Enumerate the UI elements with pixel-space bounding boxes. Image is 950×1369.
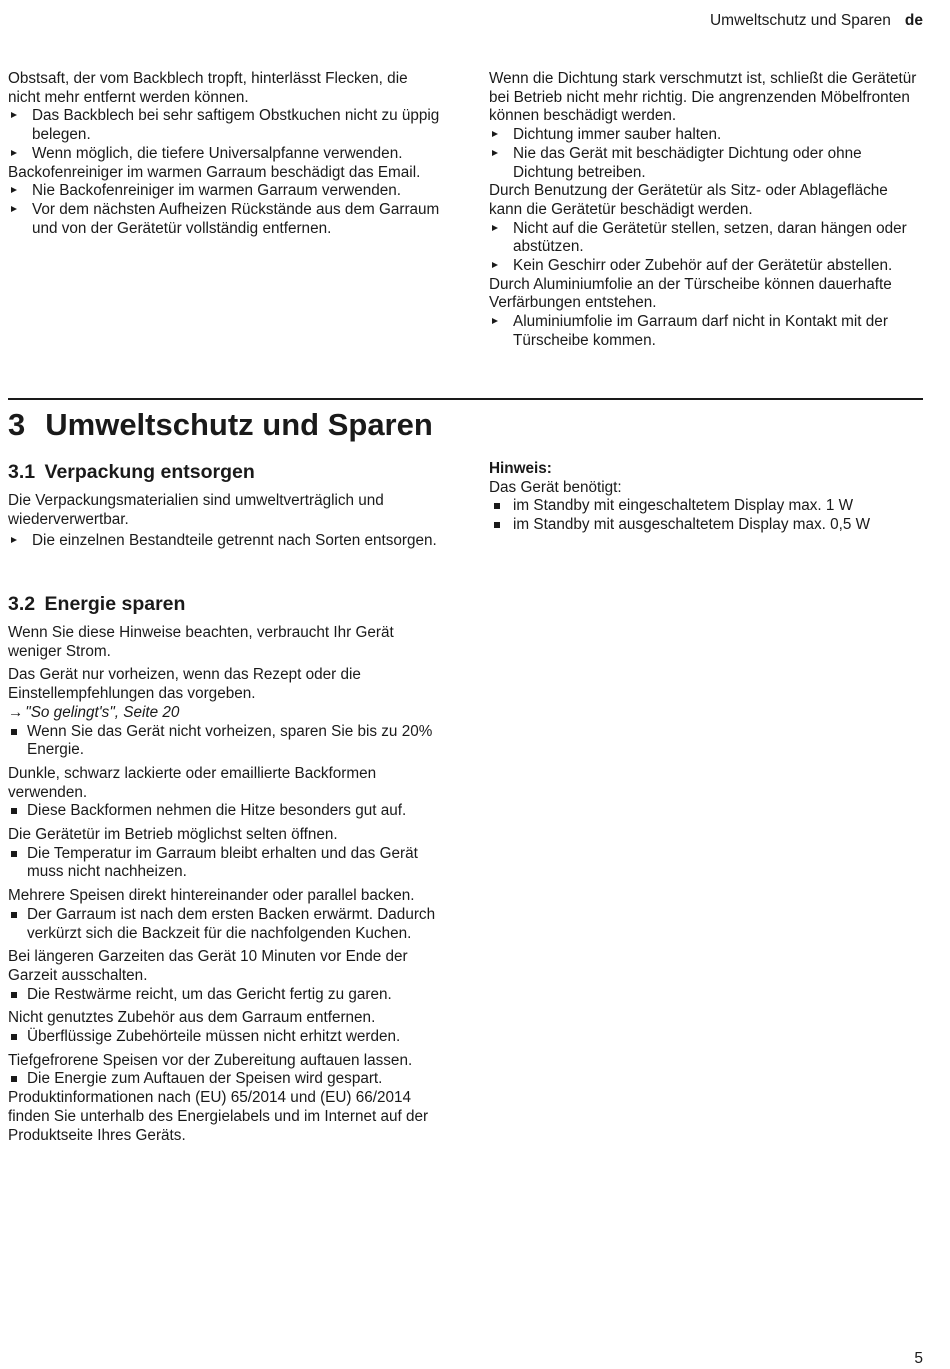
section-number: 3.1 <box>8 461 36 483</box>
instruction-item: Wenn möglich, die tiefere Universalpfanne verwenden. <box>8 145 444 164</box>
running-header-title: Umweltschutz und Sparen <box>709 12 891 29</box>
instruction-item: Nie Backofenreiniger im warmen Garraum verwenden. <box>8 182 444 201</box>
paragraph: Durch Benutzung der Gerätetür als Sitz- oder Ablagefläche kann die Gerätetür beschädigt werden. <box>489 182 888 218</box>
result-item: Die Temperatur im Garraum bleibt erhalten und das Gerät muss nicht nachheizen. <box>8 845 444 882</box>
section-verpackung <box>8 460 444 551</box>
paragraph: Durch Aluminiumfolie an der Türscheibe können dauerhafte Verfärbungen entstehen. <box>489 275 892 312</box>
result-item: Die Energie zum Auftauen der Speisen wird gespart. <box>8 1070 444 1089</box>
instruction-item: Vor dem nächsten Aufheizen Rückstände aus dem Garraum und von der Gerätetür vollständig entfernen. <box>8 201 444 238</box>
section-heading-3-2 <box>8 592 444 616</box>
instruction-item: Nie das Gerät mit beschädigter Dichtung oder ohne Dichtung betreiben. <box>489 145 925 182</box>
paragraph: Produktinformationen nach (EU) 65/2014 und (EU) 66/2014 finden Sie unterhalb des Energielabels und im Internet auf der Produktseite Ihres Geräts. <box>8 1089 429 1144</box>
paragraph: Nicht genutztes Zubehör aus dem Garraum entfernen. <box>8 1009 376 1027</box>
result-item: Der Garraum ist nach dem ersten Backen erwärmt. Dadurch verkürzt sich die Backzeit für die nachfolgenden Kuchen. <box>8 906 444 943</box>
section-body <box>8 624 444 1145</box>
paragraph: Die Verpackungsmaterialien sind umweltverträglich und wiederverwertbar. <box>8 492 384 528</box>
instruction-item: Die einzelnen Bestandteile getrennt nach Sorten entsorgen. <box>8 532 444 551</box>
instruction-item: Aluminiumfolie im Garraum darf nicht in Kontakt mit der Türscheibe kommen. <box>489 313 925 350</box>
note-item: im Standby mit ausgeschaltetem Display max. 0,5 W <box>489 516 925 535</box>
result-item: Diese Backformen nehmen die Hitze besonders gut auf. <box>8 802 444 821</box>
cross-reference-link[interactable] <box>8 704 444 723</box>
result-item: Überflüssige Zubehörteile müssen nicht erhitzt werden. <box>8 1028 444 1047</box>
paragraph: Tiefgefrorene Speisen vor der Zubereitung auftauen lassen. <box>8 1051 413 1069</box>
section-title: Verpackung entsorgen <box>44 461 255 483</box>
instruction-item: Dichtung immer sauber halten. <box>489 126 925 145</box>
link-text: "So gelingt's", Seite 20 <box>25 703 180 721</box>
top-left-column <box>8 70 444 238</box>
paragraph: Obstsaft, der vom Backblech tropft, hinterlässt Flecken, die nicht mehr entfernt werden können. <box>8 70 408 106</box>
running-header <box>710 12 923 30</box>
paragraph: Bei längeren Garzeiten das Gerät 10 Minuten vor Ende der Garzeit ausschalten. <box>8 948 408 984</box>
result-item: Wenn Sie das Gerät nicht vorheizen, sparen Sie bis zu 20% Energie. <box>8 723 444 760</box>
paragraph: Wenn Sie diese Hinweise beachten, verbraucht Ihr Gerät weniger Strom. <box>8 624 394 660</box>
note-intro: Das Gerät benötigt: <box>489 478 622 496</box>
paragraph: Mehrere Speisen direkt hintereinander oder parallel backen. <box>8 887 415 905</box>
note-title: Hinweis: <box>489 460 552 477</box>
chapter-heading <box>8 404 433 446</box>
paragraph: Dunkle, schwarz lackierte oder emaillierte Backformen verwenden. <box>8 764 377 801</box>
paragraph: Das Gerät nur vorheizen, wenn das Rezept oder die Einstellempfehlungen das vorgeben. <box>8 666 361 703</box>
chapter-title: Umweltschutz und Sparen <box>45 407 433 442</box>
instruction-item: Nicht auf die Gerätetür stellen, setzen, daran hängen oder abstützen. <box>489 220 925 257</box>
section-heading-3-1 <box>8 460 444 484</box>
page-number: 5 <box>914 1350 923 1367</box>
instruction-item: Das Backblech bei sehr saftigem Obstkuchen nicht zu üppig belegen. <box>8 107 444 144</box>
section-number: 3.2 <box>8 593 36 615</box>
section-energie <box>8 592 444 1145</box>
paragraph: Die Gerätetür im Betrieb möglichst selten öffnen. <box>8 826 338 844</box>
top-right-column <box>489 70 925 351</box>
arrow-icon: → <box>8 703 24 721</box>
hinweis-box <box>489 460 925 535</box>
result-item: Die Restwärme reicht, um das Gericht fertig zu garen. <box>8 986 444 1005</box>
chapter-rule <box>8 398 923 400</box>
instruction-item: Kein Geschirr oder Zubehör auf der Gerätetür abstellen. <box>489 257 925 276</box>
chapter-number: 3 <box>8 407 26 442</box>
paragraph: Wenn die Dichtung stark verschmutzt ist, schließt die Gerätetür bei Betrieb nicht mehr richtig. Die angrenzenden Möbelfronten können beschädigt werden. <box>489 70 917 125</box>
paragraph: Backofenreiniger im warmen Garraum beschädigt das Email. <box>8 163 421 181</box>
section-title: Energie sparen <box>44 593 186 615</box>
language-code: de <box>904 12 923 29</box>
note-item: im Standby mit eingeschaltetem Display max. 1 W <box>489 497 925 516</box>
